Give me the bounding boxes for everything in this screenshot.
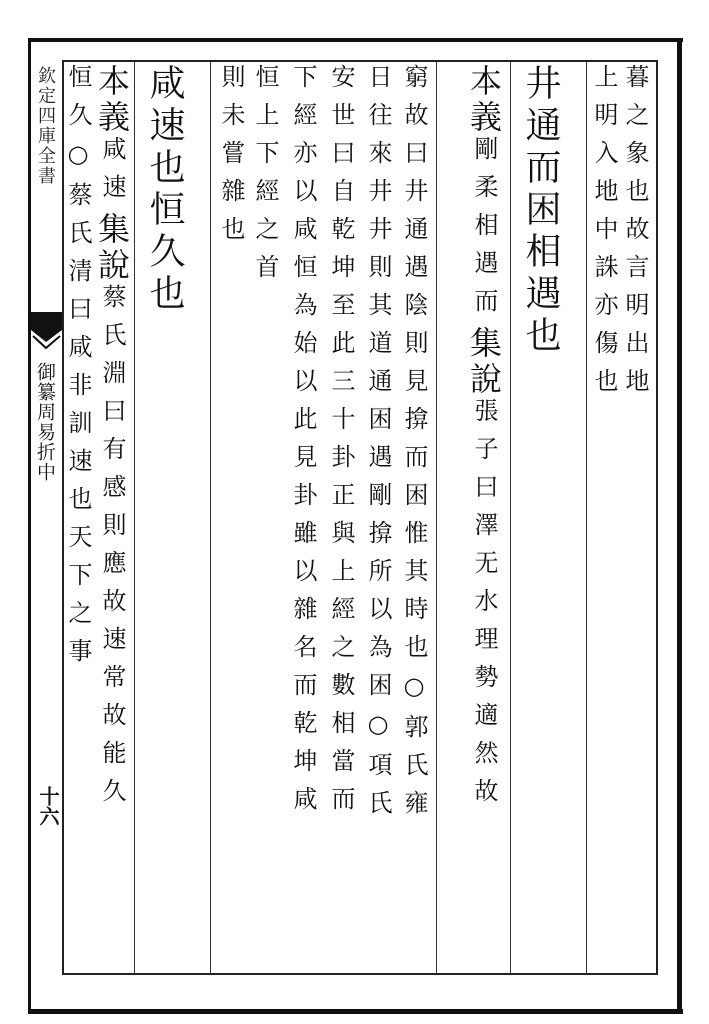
text-segment: 恒久 [64,64,92,140]
page-number: 十六 [36,786,60,826]
text-segment: 日往來井井則其道通困遇剛揜所以為困○項氏 [364,64,392,828]
column-separator [510,62,511,973]
text-segment: 安世曰自乾坤至此三十卦正與上經之數相當而 [327,64,355,824]
text-column [66,64,90,676]
text-column-main [144,64,185,316]
text-segment: ○蔡氏清曰咸非訓速也天下之事 [64,140,92,676]
text-segment: 上明入地中誅亦傷也 [590,64,618,406]
section-tag: 集說 [465,326,503,398]
column-separator [210,62,211,973]
text-column [93,64,131,816]
section-tag: 本義 [93,64,131,136]
text-column-main [520,64,561,358]
inner-top-rule [62,60,658,62]
frame-right-border [677,38,682,1013]
text-segment: 恒上下經之首 [251,64,279,292]
text-column [402,64,426,828]
frame-top-border [28,38,683,42]
text-segment: 下經亦以咸恒為始以此見卦雖以雜名而乾坤咸 [289,64,317,824]
text-column [465,64,503,816]
text-segment: 蔡氏淵曰有感則應故速常故能久 [98,284,126,816]
fishtail-ornament-icon [31,312,62,352]
spine-margin [31,62,62,973]
section-tag: 本義 [465,64,503,136]
column-separator [586,62,587,973]
inner-bottom-rule [62,973,658,975]
text-column [329,64,353,824]
section-tag: 集說 [93,212,131,284]
text-column [592,64,616,406]
text-column [366,64,390,828]
text-column [291,64,315,824]
text-segment: 張子曰澤无水理勢適然故 [470,398,498,816]
column-separator [134,62,135,973]
text-segment: 井通而困相遇也 [520,64,561,358]
text-segment: 咸速 [98,136,126,212]
text-segment: 剛柔相遇而 [470,136,498,326]
text-column [623,64,647,406]
spine-book-title: 御纂周易折中 [34,362,56,482]
text-segment: 則未嘗雜也 [217,64,245,254]
text-segment: 窮故曰井通遇陰則見揜而困惟其時也○郭氏雍 [400,64,428,828]
frame-bottom-border [28,1009,683,1014]
text-segment: 咸速也恒久也 [144,64,185,316]
text-column [219,64,243,254]
column-separator [436,62,437,973]
inner-right-rule [656,60,658,975]
text-segment: 暮之象也故言明出地 [621,64,649,406]
text-column [253,64,277,292]
spine-collection-title: 欽定四庫全書 [35,66,56,186]
